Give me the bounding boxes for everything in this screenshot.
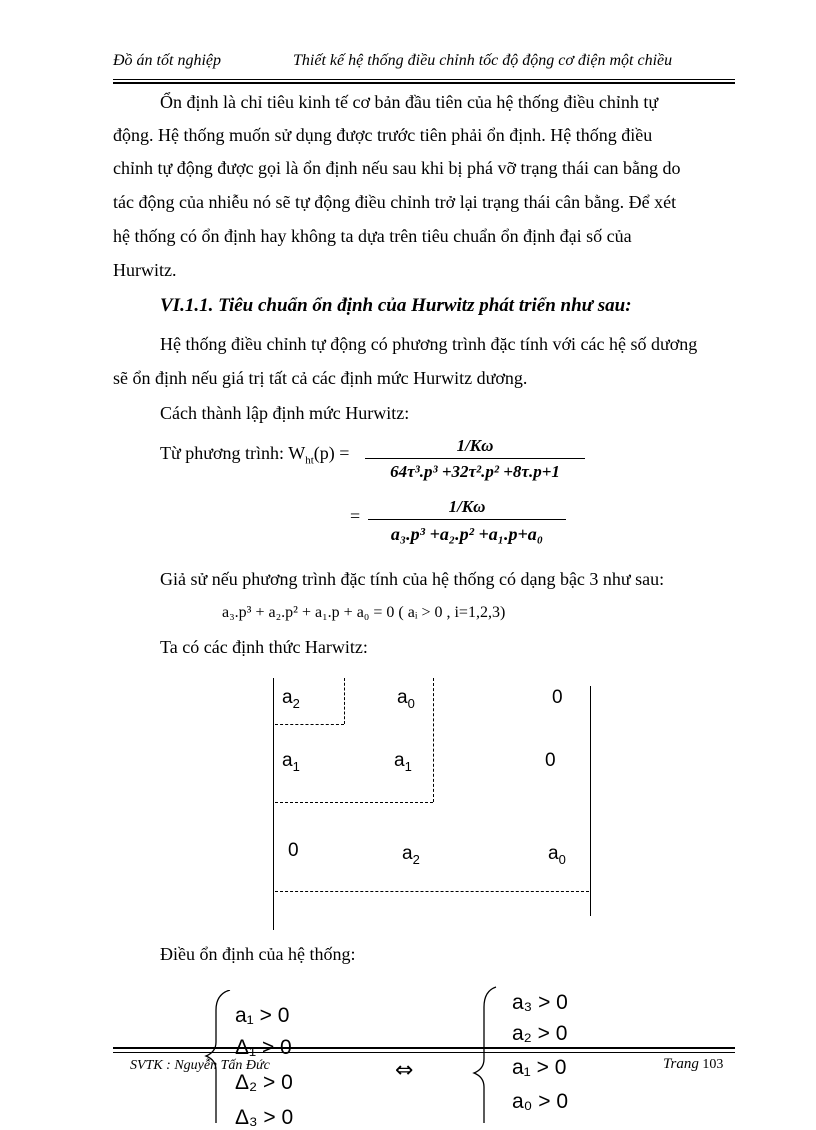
det-cell-r2c3: 0 <box>545 750 556 771</box>
det-cell-r1c1: $a_2$ <box>282 687 300 711</box>
cond-left-3: Δ₂ > 0 <box>235 1071 293 1094</box>
footer-author: SVTK : Nguyễn Tấn Đức <box>130 1058 270 1073</box>
cond-right-2: a₂ > 0 <box>512 1022 568 1045</box>
para2-line-1: Hệ thống điều chỉnh tự động có phương trình đặc tính với các hệ số dương <box>160 334 698 354</box>
det-cell-r1c2: $a_0$ <box>397 687 415 711</box>
equation-equals-2: = <box>350 506 361 526</box>
para1-line-2: động. Hệ thống muốn sử dụng được trước tiên phải ổn định. Hệ thống điều <box>113 125 653 145</box>
fraction1-denominator: 64τ³.p³ +32τ².p² +8τ.p+1 <box>390 462 560 481</box>
footer-rule-top <box>113 1047 735 1049</box>
equation-lead: Từ phương trình: $W_{ht}(p)$ = <box>160 443 350 467</box>
section-heading: VI.1.1. Tiêu chuẩn ổn định của Hurwitz phát triển như sau: <box>160 295 632 316</box>
footer-page: Trang 103 <box>663 1056 724 1072</box>
header-rule-top <box>113 79 735 80</box>
det-minor3-h <box>275 891 589 892</box>
det-cell-r1c3: 0 <box>552 687 563 708</box>
det-minor1-v <box>344 678 345 724</box>
equivalence-symbol: ⇔ <box>395 1058 414 1083</box>
fraction2-denominator: a₃.p³ +a₂.p² +a₁.p+a₀ <box>390 524 544 544</box>
para2-line-2: sẽ ổn định nếu giá trị tất cả các định mức Hurwitz dương. <box>113 368 528 388</box>
det-minor2-h <box>275 802 433 803</box>
para1-line-1: Ổn định là chỉ tiêu kinh tế cơ bản đầu tiên của hệ thống điều chỉnh tự <box>160 92 659 112</box>
fraction2-numerator: 1/Kω <box>448 497 486 516</box>
fraction1-bar <box>365 458 585 459</box>
para1-line-4: tác động của nhiễu nó sẽ tự động điều chỉnh trở lại trạng thái cân bằng. Để xét <box>113 192 677 212</box>
characteristic-equation: a₃.p³ + a₂.p² + a₁.p + a₀ = 0 ( aᵢ > 0 , i=1,2,3) <box>222 604 506 621</box>
cond-right-4: a₀ > 0 <box>512 1090 569 1113</box>
header-right: Thiết kế hệ thống điều chỉnh tốc độ động cơ điện một chiều <box>293 52 673 69</box>
det-minor2-v <box>433 678 434 802</box>
para1-line-3: chỉnh tự động được gọi là ổn định nếu sau khi bị phá vỡ trạng thái can bằng do <box>113 158 681 178</box>
det-cell-r3c2: $a_2$ <box>402 843 420 867</box>
det-cell-r3c3: $a_0$ <box>548 843 566 867</box>
para1-line-6: Hurwitz. <box>113 260 177 280</box>
footer-rule-bottom <box>113 1052 735 1053</box>
cond-left-2: Δ₁ > 0 <box>235 1036 292 1059</box>
method-line: Cách thành lập định mức Hurwitz: <box>160 403 410 423</box>
assume-line: Giả sử nếu phương trình đặc tính của hệ thống có dạng bậc 3 như sau: <box>160 569 665 589</box>
header-rule-bottom <box>113 82 735 84</box>
stability-intro: Điều ổn định của hệ thống: <box>160 944 356 964</box>
det-cell-r2c2: $a_1$ <box>394 750 412 774</box>
para1-line-5: hệ thống có ổn định hay không ta dựa trên tiêu chuẩn ổn định đại số của <box>113 226 632 246</box>
fraction2-bar <box>368 519 566 520</box>
header-left: Đồ án tốt nghiệp <box>113 52 221 69</box>
cond-right-3: a₁ > 0 <box>512 1056 567 1079</box>
cond-right-1: a₃ > 0 <box>512 991 568 1014</box>
det-cell-r2c1: $a_1$ <box>282 750 300 774</box>
det-cell-r3c1: 0 <box>288 840 299 861</box>
det-intro: Ta có các định thức Harwitz: <box>160 637 368 657</box>
fraction1-numerator: 1/Kω <box>456 436 494 455</box>
right-brace-icon <box>470 985 510 1123</box>
cond-left-1: a₁ > 0 <box>235 1004 290 1027</box>
det-right-bar <box>590 686 591 916</box>
cond-left-4: Δ₃ > 0 <box>235 1106 294 1129</box>
left-brace-icon <box>200 990 240 1123</box>
det-left-bar <box>273 678 274 930</box>
det-minor1-h <box>275 724 344 725</box>
